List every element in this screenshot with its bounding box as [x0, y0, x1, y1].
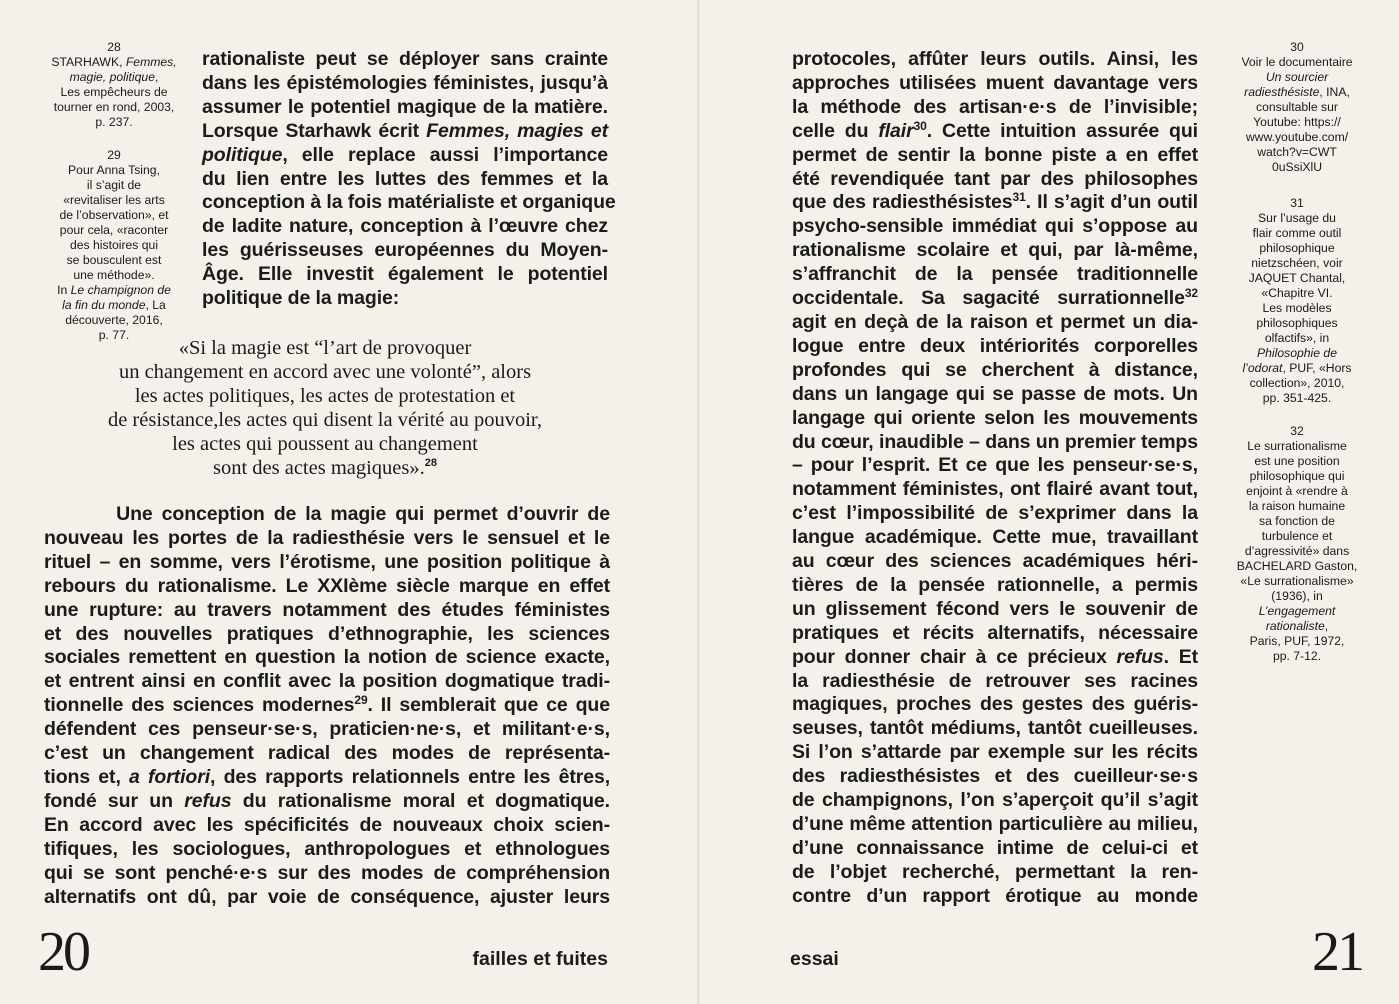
text-line: et entrent ainsi en conflit avec la position dogmatique tradi- — [44, 670, 610, 693]
text-line: la méthode des artisan·e·s de l’invisible; — [792, 95, 1198, 118]
footnote-line: l’odorat, PUF, «Hors — [1242, 361, 1352, 375]
block-quote — [40, 336, 610, 480]
text-line: s’affranchit de la pensée traditionnelle — [792, 263, 1198, 286]
footnote-line: collection», 2010, — [1249, 376, 1345, 390]
footnote-number: 31 — [1290, 196, 1304, 210]
footnote-line: turbulence et — [1261, 529, 1333, 543]
text-line: c’est l’impossibilité de s’exprimer dans la — [792, 502, 1198, 525]
text-line: logue entre deux intériorités corporelles — [792, 334, 1198, 357]
footnote-line: pp. 7-12. — [1272, 649, 1322, 663]
text-line: magiques, proches des gestes des guéris- — [792, 693, 1198, 716]
text-line: tions et, a fortiori, des rapports relationnels entre les êtres, — [44, 765, 611, 788]
footnote-line: JAQUET Chantal, — [1248, 271, 1346, 285]
footnote-line: consultable sur — [1256, 100, 1338, 114]
footnote-line: L’engagement — [1258, 604, 1336, 618]
text-line: permet de sentir la bonne piste a en effet — [792, 143, 1198, 166]
text-line: En accord avec les spécificités de nouveaux choix scien- — [44, 813, 610, 836]
text-line: rationaliste peut se déployer sans crainte — [202, 48, 608, 70]
footnote-line: la raison humaine — [1248, 499, 1346, 513]
text-line: rebours du rationalisme. Le XXIème siècle marque en effet — [44, 574, 610, 597]
text-line: sont des actes magiques».$^{28}$ — [212, 457, 438, 479]
text-line: celle du flair$^{30}$. Cette intuition assurée qui — [792, 118, 1198, 142]
right-page — [700, 0, 1399, 1004]
footnote-line: magie, politique, — [69, 70, 159, 84]
text-line: tifiques, les sociologues, anthropologues et ethnologues — [44, 837, 610, 860]
text-line: pour donner chair à ce précieux refus. Et — [792, 645, 1199, 668]
footnote-line: «revitaliser les arts — [63, 193, 165, 207]
footnote-line: Sur l’usage du — [1258, 211, 1336, 225]
text-line: et des nouvelles pratiques d’ethnographie, les sciences — [44, 622, 610, 645]
footnote-30 — [1222, 40, 1372, 175]
text-line: Si l’on s’attarde par exemple sur les récits — [792, 741, 1198, 764]
text-line: d’une même attention particulière au milieu, — [792, 813, 1198, 835]
footnote-line: Philosophie de — [1257, 346, 1337, 360]
text-line: de résistance,les actes qui disent la vérité au pouvoir, — [107, 409, 543, 431]
footnote-line: d’agressivité» dans — [1244, 544, 1350, 558]
footnote-line: de l’observation», et — [59, 208, 169, 222]
footnote-line: nietzschéen, voir — [1251, 256, 1343, 270]
footnote-line: il s’agit de — [86, 178, 142, 192]
text-line: assumer le potentiel magique de la matière. — [202, 95, 608, 118]
text-line: agit en deçà de la raison et permet un dia- — [792, 310, 1198, 333]
text-line: qui se sont penché·e·s sur des modes de compréhension — [44, 861, 610, 884]
footnote-line: rationaliste, — [1265, 619, 1329, 633]
footnote-line: Youtube: https:// — [1253, 115, 1341, 129]
text-line: contre d’un rapport érotique au monde — [792, 884, 1198, 907]
footnote-line: sa fonction de — [1259, 514, 1335, 528]
footnote-line: tourner en rond, 2003, — [53, 100, 175, 114]
footnote-line: pp. 351-425. — [1262, 391, 1332, 405]
text-line: occidentale. Sa sagacité surrationnelle$^{32}$ — [792, 286, 1198, 310]
text-line: protocoles, affûter leurs outils. Ainsi, les — [792, 48, 1198, 70]
footnote-line: In Le champignon de — [57, 283, 171, 297]
page-number-right: 21 — [1312, 921, 1362, 983]
footnote-line: 0uSsiXlU — [1271, 160, 1323, 174]
footnote-number: 28 — [107, 40, 121, 54]
footnote-line: «Chapitre VI. — [1261, 286, 1333, 300]
text-line: politique de la magie: — [202, 287, 400, 310]
text-line: de champignons, l’on s’aperçoit qu’il s’agit — [792, 789, 1198, 812]
footnote-line: www.youtube.com/ — [1245, 130, 1349, 144]
text-line: été revendiquée tant par des philosophes — [792, 167, 1198, 190]
text-line: langage qui oriente selon les mouvements — [792, 406, 1198, 429]
text-line: les guérisseuses européennes du Moyen- — [202, 239, 608, 262]
footnote-line: découverte, 2016, — [65, 313, 163, 327]
text-line: du cœur, inaudible – dans un premier temps — [792, 430, 1198, 453]
text-line: profondes qui se cherchent à distance, — [792, 358, 1198, 381]
text-line: seuses, tantôt médiums, tantôt cueilleuses. — [792, 717, 1198, 740]
footnote-line: (1936), in — [1271, 589, 1323, 603]
running-head-left: failles et fuites — [472, 948, 608, 970]
text-line: alternatifs ont dû, par voie de conséquence, ajuster leurs — [44, 885, 610, 908]
footnote-line: pour cela, «raconter — [59, 223, 169, 237]
footnote-line: olfactifs», in — [1264, 331, 1330, 345]
text-line: Lorsque Starhawk écrit Femmes, magies et — [202, 119, 608, 142]
text-line: une rupture: au travers notamment des études féministes — [44, 598, 610, 621]
footnote-line: est une position — [1254, 454, 1340, 468]
footnote-line: une méthode». — [73, 268, 155, 282]
footnote-number: 32 — [1290, 424, 1304, 438]
text-line: politique, elle replace aussi l’importance — [202, 143, 608, 166]
text-line: sociales remettent en question la notion de science exacte, — [44, 646, 610, 669]
footnote-31 — [1222, 196, 1372, 406]
text-line: les actes qui poussent au changement — [172, 433, 478, 455]
body-text-top — [202, 48, 616, 311]
text-line: au cœur des sciences académiques héri- — [792, 550, 1198, 573]
text-line: fondé sur un refus du rationalisme moral et dogmatique. — [44, 789, 610, 812]
text-line: défendent ces penseur·se·s, praticien·ne·s, et militant·e·s, — [44, 718, 610, 741]
text-line: rituel – en somme, vers l’érotisme, une position politique à — [44, 550, 610, 573]
footnote-28 — [40, 40, 188, 130]
page-number-left: 20 — [38, 921, 88, 983]
footnote-line: enjoint à «rendre à — [1246, 484, 1348, 498]
text-line: dans les épistémologies féministes, jusqu’à — [202, 71, 608, 94]
text-line: psycho-sensible immédiat qui s’oppose au — [792, 215, 1198, 238]
footnote-29 — [40, 148, 188, 343]
footnote-line: Un sourcier — [1265, 70, 1329, 84]
text-line: dans un langage qui se passe de mots. Un — [792, 382, 1198, 405]
left-page — [0, 0, 698, 1004]
text-line: du lien entre les luttes des femmes et la — [202, 167, 608, 190]
text-line: Âge. Elle investit également le potentiel — [202, 263, 608, 286]
body-text-bottom — [44, 503, 610, 909]
text-line: approches utilisées muent davantage vers — [792, 71, 1198, 94]
text-line: tières de la pensée rationnelle, a permis — [792, 573, 1198, 596]
text-line: la radiesthésie de retrouver ses racines — [792, 669, 1198, 692]
text-line: c’est un changement radical des modes de représenta- — [44, 742, 610, 765]
footnote-line: p. 237. — [95, 115, 133, 129]
text-line: «Si la magie est “l’art de provoquer — [178, 337, 472, 359]
footnote-line: «Le surrationalisme» — [1240, 574, 1354, 588]
footnote-line: radiesthésiste, INA, — [1244, 85, 1350, 99]
text-line: notamment féministes, ont flairé avant tout, — [792, 478, 1198, 501]
text-line: conception à la fois matérialiste et organique — [202, 191, 616, 214]
footnote-line: p. 77. — [98, 328, 130, 342]
footnote-line: des histoires qui — [69, 238, 159, 252]
footnote-32 — [1222, 424, 1372, 664]
text-line: de l’objet recherché, permettant la ren- — [792, 860, 1198, 883]
footnote-number: 29 — [107, 148, 121, 162]
text-line: rationalisme scolaire et qui, par là-même, — [792, 239, 1198, 262]
footnote-line: philosophiques — [1256, 316, 1338, 330]
text-line: Une conception de la magie qui permet d’ouvrir de — [44, 503, 610, 525]
text-line: des radiesthésistes et des cueilleur·se·s — [792, 765, 1198, 788]
footnote-line: se bousculent est — [66, 253, 162, 267]
footnote-line: Le surrationalisme — [1247, 439, 1347, 453]
text-line: langue académique. Cette mue, travaillant — [792, 526, 1198, 549]
footnote-number: 30 — [1290, 40, 1304, 54]
text-line: tionnelle des sciences modernes$^{29}$. Il semblerait que ce que — [44, 693, 610, 717]
footnote-line: Paris, PUF, 1972, — [1249, 634, 1345, 648]
footnote-line: Les modèles — [1262, 301, 1332, 315]
text-line: pratiques et récits alternatifs, nécessaire — [792, 621, 1198, 644]
text-line: nouveau les portes de la radiesthésie vers le sensuel et le — [44, 526, 610, 549]
footnote-line: Voir le documentaire — [1241, 55, 1353, 69]
text-line: que des radiesthésistes$^{31}$. Il s’agit d’un outil — [792, 190, 1198, 214]
footnote-line: STARHAWK, Femmes, — [51, 55, 177, 69]
body-text-right — [792, 48, 1198, 909]
footnote-line: watch?v=CWT — [1257, 145, 1337, 159]
running-head-right: essai — [790, 948, 839, 970]
footnote-line: la fin du monde, La — [62, 298, 166, 312]
footnote-line: Pour Anna Tsing, — [68, 163, 160, 177]
footnote-line: Les empêcheurs de — [60, 85, 168, 99]
footnote-line: BACHELARD Gaston, — [1236, 559, 1358, 573]
text-line: – pour l’esprit. Et ce que les penseur·se·s, — [792, 454, 1198, 477]
text-line: un changement en accord avec une volonté”, alors — [118, 361, 532, 383]
text-line: les actes politiques, les actes de protestation et — [134, 385, 516, 407]
footnote-line: philosophique — [1259, 241, 1335, 255]
text-line: de ladite nature, conception à l’œuvre chez — [202, 215, 608, 238]
footnote-line: philosophique qui — [1249, 469, 1345, 483]
footnote-line: flair comme outil — [1252, 226, 1342, 240]
text-line: d’une connaissance intime de celui-ci et — [792, 836, 1198, 859]
text-line: un glissement fécond vers le souvenir de — [792, 597, 1198, 620]
